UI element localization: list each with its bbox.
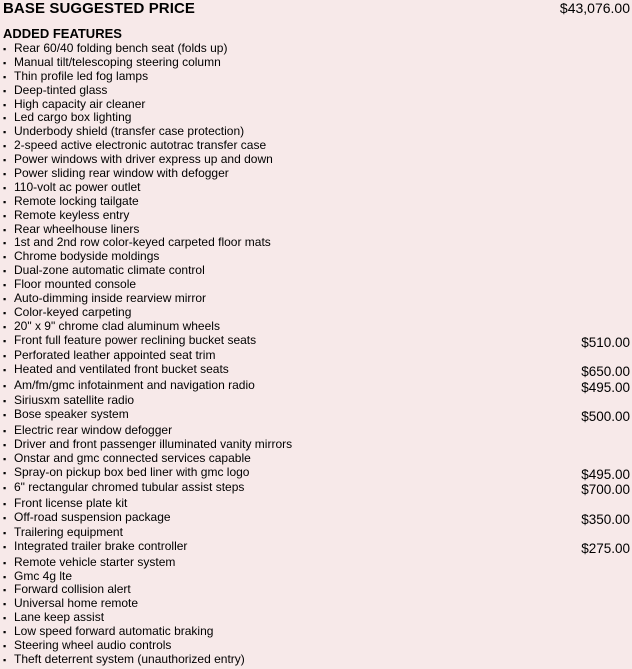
feature-text: ▪ Siriusxm satellite radio (3, 394, 134, 408)
feature-text: ▪ High capacity air cleaner (3, 98, 145, 112)
base-price-value: $43,076.00 (559, 0, 630, 16)
feature-price: $275.00 (581, 541, 630, 557)
feature-item (3, 625, 630, 639)
base-price-label: BASE SUGGESTED PRICE (3, 0, 196, 17)
feature-price: $495.00 (581, 466, 630, 482)
feature-text: ▪ 2-speed active electronic autotrac transfer case (3, 139, 266, 153)
feature-item (3, 349, 630, 363)
feature-text: ▪ Led cargo box lighting (3, 111, 131, 125)
feature-item (3, 181, 630, 195)
feature-text: ▪ 20" x 9" chrome clad aluminum wheels (3, 320, 220, 334)
feature-text: ▪ Onstar and gmc connected services capable (3, 452, 251, 466)
added-features-heading: ADDED FEATURES (3, 26, 122, 41)
feature-item (3, 264, 630, 278)
feature-text: ▪ Power sliding rear window with defogger (3, 167, 229, 181)
base-price-row (3, 0, 630, 18)
feature-list (3, 42, 630, 667)
feature-text: ▪ Driver and front passenger illuminated vanity mirrors (3, 438, 292, 452)
feature-text: ▪ Dual-zone automatic climate control (3, 264, 205, 278)
feature-item (3, 42, 630, 56)
feature-text: ▪ Universal home remote (3, 597, 138, 611)
feature-price: $350.00 (581, 511, 630, 527)
feature-text: ▪ 110-volt ac power outlet (3, 181, 141, 195)
feature-text: ▪ Manual tilt/telescoping steering column (3, 56, 221, 70)
feature-item (3, 250, 630, 264)
feature-item (3, 278, 630, 292)
feature-item (3, 236, 630, 250)
feature-item (3, 111, 630, 125)
feature-item (3, 570, 630, 584)
feature-item (3, 511, 630, 527)
feature-item (3, 167, 630, 181)
feature-text: ▪ Deep-tinted glass (3, 84, 107, 98)
feature-text: ▪ Underbody shield (transfer case protection) (3, 125, 244, 139)
feature-price: $495.00 (581, 379, 630, 395)
feature-item (3, 379, 630, 395)
feature-item (3, 70, 630, 84)
feature-text: ▪ Thin profile led fog lamps (3, 70, 148, 84)
feature-item (3, 639, 630, 653)
feature-item (3, 497, 630, 511)
feature-item (3, 209, 630, 223)
feature-text: ▪ Floor mounted console (3, 278, 136, 292)
feature-text: ▪ Front license plate kit (3, 497, 127, 511)
feature-item (3, 424, 630, 438)
feature-text: ▪ Heated and ventilated front bucket seats (3, 363, 229, 379)
feature-text: ▪ Steering wheel audio controls (3, 639, 171, 653)
feature-text: ▪ Remote locking tailgate (3, 195, 139, 209)
feature-item (3, 452, 630, 466)
feature-item (3, 153, 630, 167)
feature-text: ▪ Front full feature power reclining bucket seats (3, 334, 256, 350)
feature-text: ▪ Auto-dimming inside rearview mirror (3, 292, 206, 306)
feature-item (3, 526, 630, 540)
feature-text: ▪ Low speed forward automatic braking (3, 625, 213, 639)
feature-price: $650.00 (581, 364, 630, 380)
feature-text: ▪ 1st and 2nd row color-keyed carpeted floor mats (3, 236, 271, 250)
feature-text: ▪ Power windows with driver express up and down (3, 153, 273, 167)
feature-text: ▪ Bose speaker system (3, 408, 129, 424)
feature-text: ▪ 6" rectangular chromed tubular assist steps (3, 481, 244, 497)
feature-item (3, 466, 630, 482)
feature-price: $500.00 (581, 409, 630, 425)
feature-price: $700.00 (581, 482, 630, 498)
feature-item (3, 481, 630, 497)
feature-item (3, 556, 630, 570)
feature-text: ▪ Rear wheelhouse liners (3, 223, 139, 237)
feature-text: ▪ Trailering equipment (3, 526, 123, 540)
feature-item (3, 611, 630, 625)
feature-text: ▪ Theft deterrent system (unauthorized entry) (3, 653, 245, 667)
feature-item (3, 540, 630, 556)
feature-text: ▪ Color-keyed carpeting (3, 306, 131, 320)
feature-item (3, 306, 630, 320)
feature-item (3, 363, 630, 379)
feature-text: ▪ Forward collision alert (3, 583, 131, 597)
feature-text: ▪ Off-road suspension package (3, 511, 171, 527)
feature-text: ▪ Integrated trailer brake controller (3, 540, 187, 556)
feature-text: ▪ Perforated leather appointed seat trim (3, 349, 215, 363)
feature-text: ▪ Electric rear window defogger (3, 424, 172, 438)
feature-item (3, 139, 630, 153)
feature-item (3, 438, 630, 452)
feature-text: ▪ Spray-on pickup box bed liner with gmc logo (3, 466, 249, 482)
feature-item (3, 408, 630, 424)
feature-item (3, 223, 630, 237)
feature-item (3, 394, 630, 408)
feature-text: ▪ Remote vehicle starter system (3, 556, 175, 570)
feature-item (3, 334, 630, 350)
feature-text: ▪ Rear 60/40 folding bench seat (folds up) (3, 42, 227, 56)
feature-item (3, 320, 630, 334)
feature-text: ▪ Lane keep assist (3, 611, 104, 625)
feature-price: $510.00 (581, 334, 630, 350)
feature-text: ▪ Am/fm/gmc infotainment and navigation radio (3, 379, 255, 395)
feature-item (3, 98, 630, 112)
feature-item (3, 292, 630, 306)
feature-item (3, 195, 630, 209)
feature-item (3, 583, 630, 597)
feature-text: ▪ Gmc 4g lte (3, 570, 72, 584)
feature-item (3, 125, 630, 139)
feature-text: ▪ Chrome bodyside moldings (3, 250, 159, 264)
feature-item (3, 653, 630, 667)
feature-item (3, 84, 630, 98)
feature-item (3, 597, 630, 611)
feature-text: ▪ Remote keyless entry (3, 209, 129, 223)
feature-item (3, 56, 630, 70)
